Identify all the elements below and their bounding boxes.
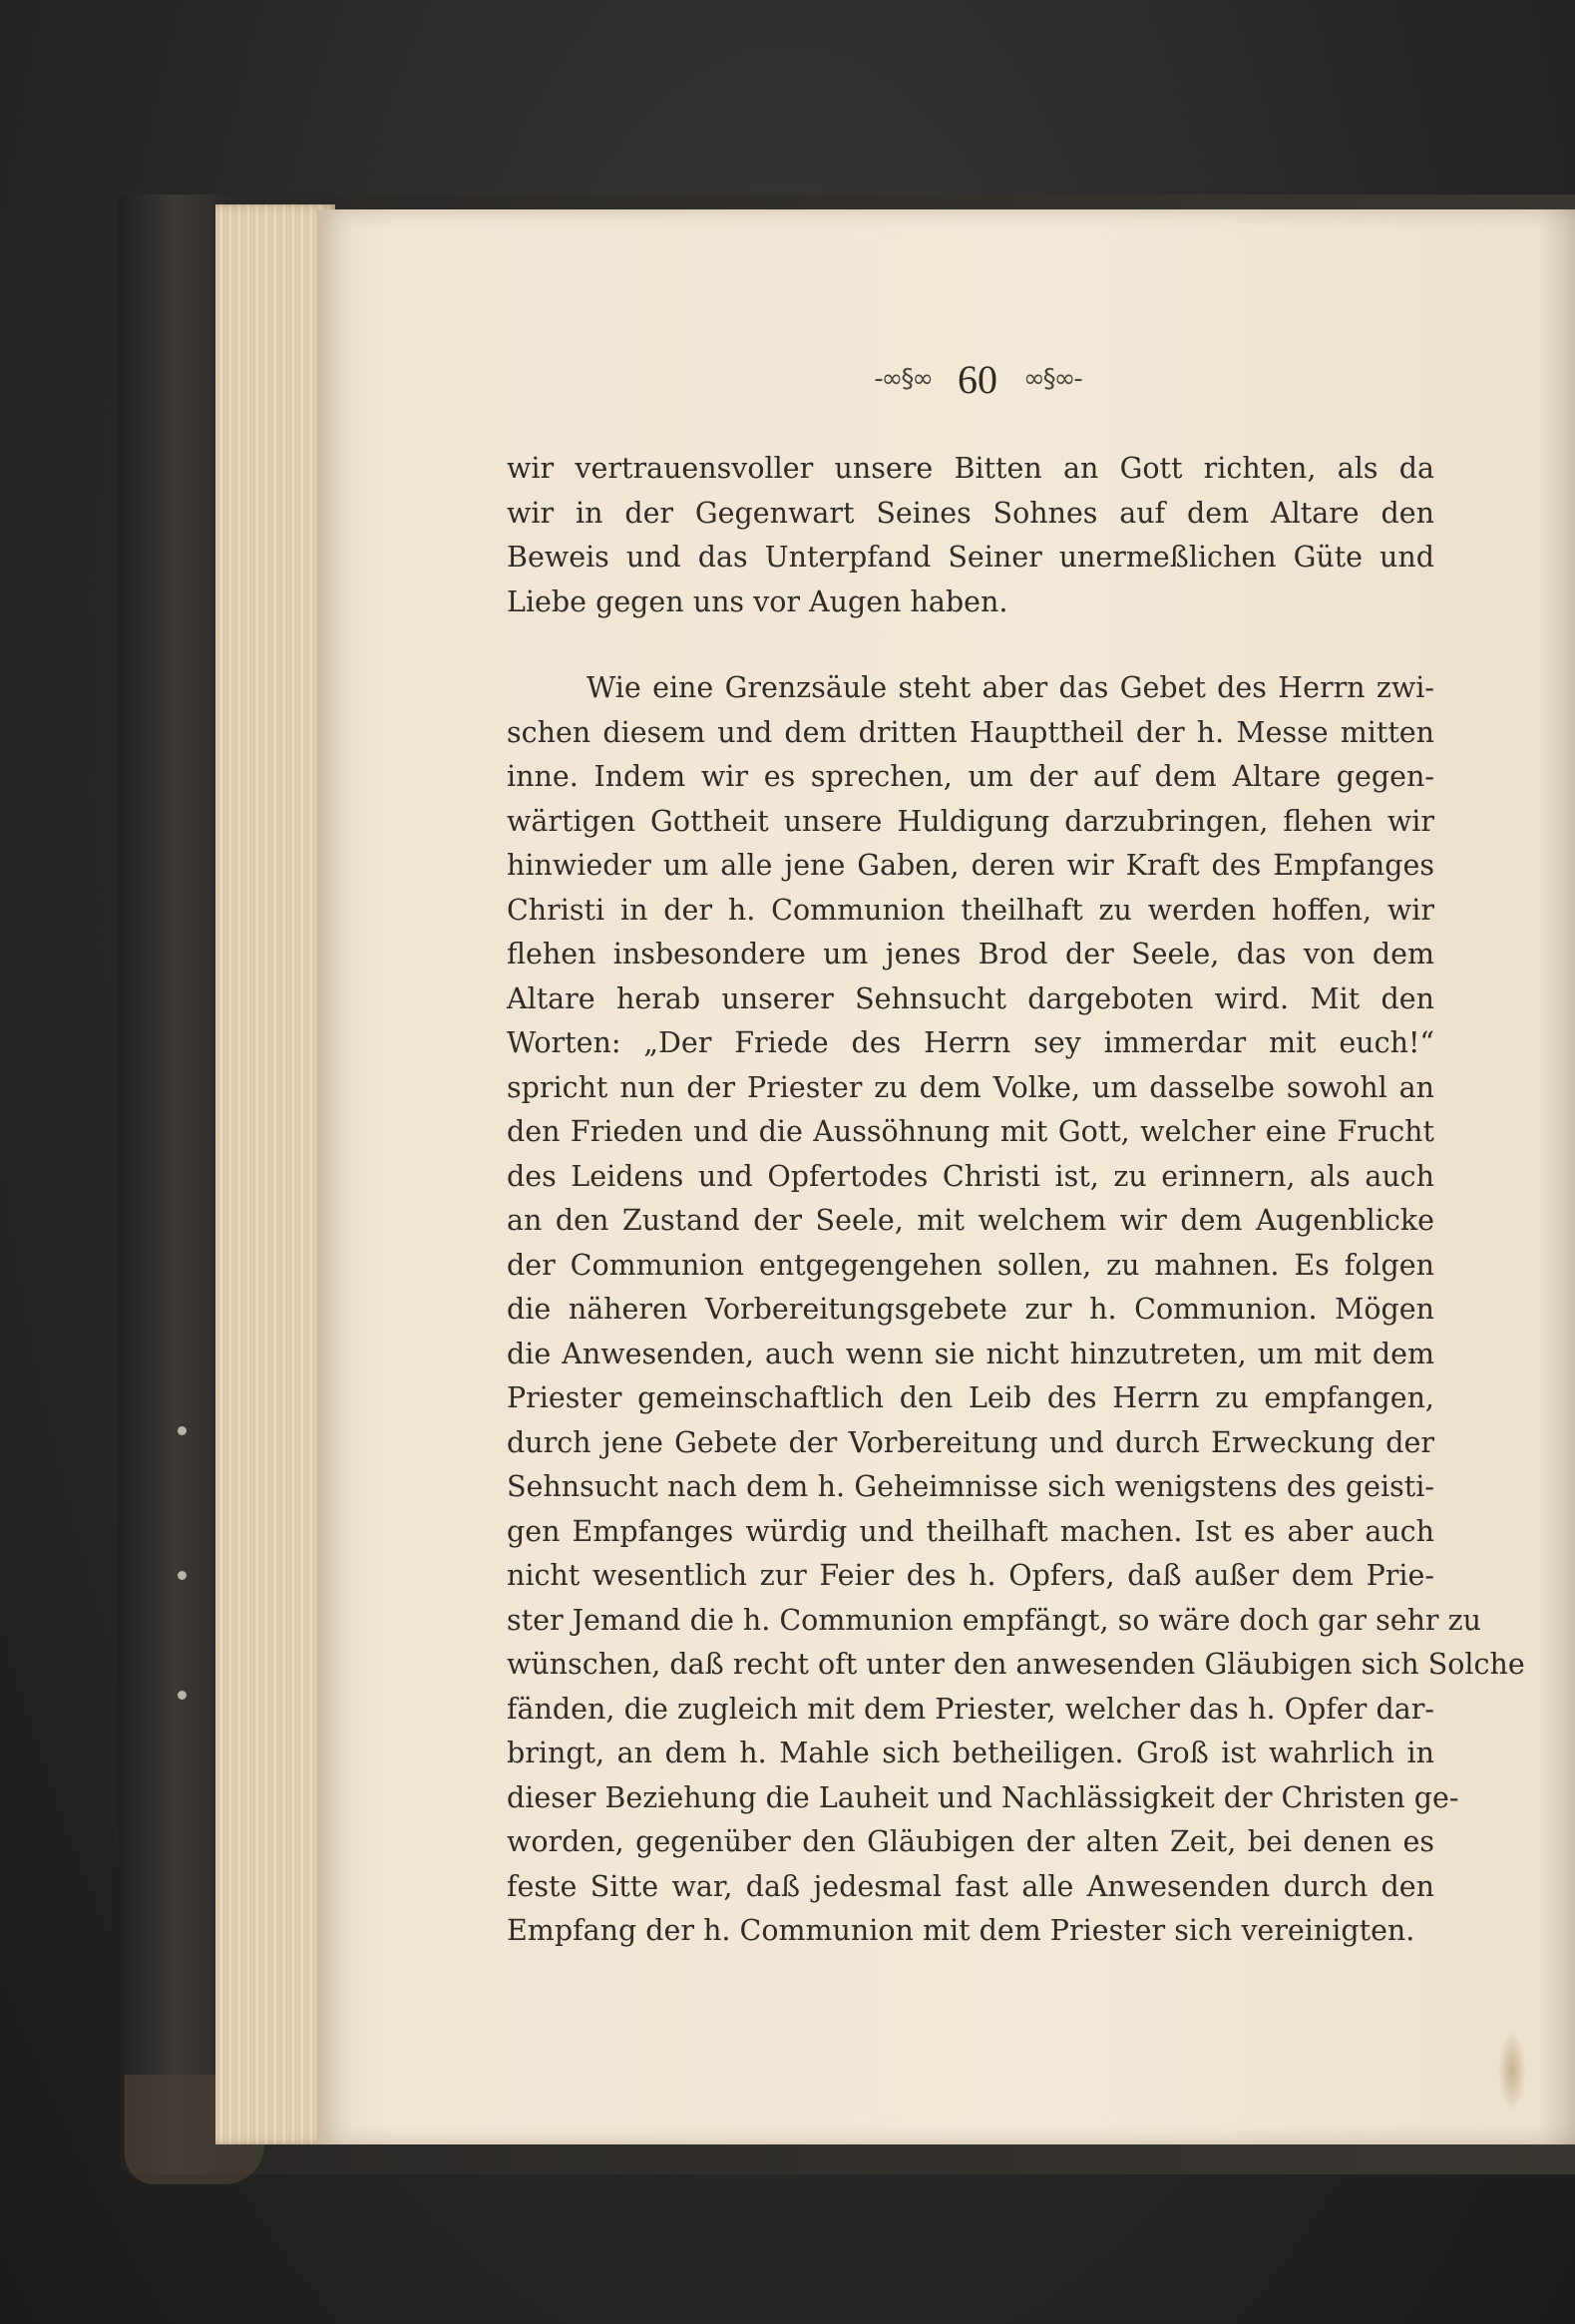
text-line: dieser Beziehung die Lauheit und Nachlässigkeit der Christen ge- <box>507 1780 1459 1814</box>
text-line: nicht wesentlich zur Feier des h. Opfers, daß außer dem Prie- <box>507 1559 1434 1592</box>
text-line: Empfang der h. Communion mit dem Priester sich vereinigten. <box>507 1914 1415 1947</box>
text-line: des Leidens und Opfertodes Christi ist, zu erinnern, als auch <box>507 1159 1434 1193</box>
paper-stain <box>1498 2031 1526 2111</box>
paragraph <box>507 666 1525 1954</box>
text-line: schen diesem und dem dritten Haupttheil der h. Messe mitten <box>507 715 1434 749</box>
text-line: ster Jemand die h. Communion empfängt, so wäre doch gar sehr zu <box>507 1603 1481 1637</box>
page-header <box>828 349 1127 409</box>
text-line: Priester gemeinschaftlich den Leib des Herrn zu empfangen, <box>507 1381 1434 1414</box>
text-line: die näheren Vorbereitungsgebete zur h. Communion. Mögen <box>507 1293 1434 1326</box>
text-line: den Frieden und die Aussöhnung mit Gott, welcher eine Frucht <box>507 1115 1434 1148</box>
text-line: Beweis und das Unterpfand Seiner unermeßlichen Güte und <box>507 541 1434 574</box>
text-line: wir in der Gegenwart Seines Sohnes auf dem Altare den <box>507 496 1434 530</box>
text-line: feste Sitte war, daß jedesmal fast alle Anwesenden durch den <box>507 1869 1434 1903</box>
text-line: inne. Indem wir es sprechen, um der auf dem Altare gegen- <box>507 760 1434 793</box>
cover-dot <box>178 1571 187 1580</box>
text-line: an den Zustand der Seele, mit welchem wir dem Augenblicke <box>507 1204 1434 1237</box>
header-ornament-right: ∞§∞- <box>1023 364 1081 394</box>
cover-dot <box>178 1691 187 1700</box>
paragraph-gap <box>507 624 1434 666</box>
text-line: bringt, an dem h. Mahle sich betheiligen. Groß ist wahrlich in <box>507 1737 1434 1769</box>
text-line: Altare herab unserer Sehnsucht dargeboten wird. Mit den <box>507 981 1434 1015</box>
body-text <box>507 447 1525 1954</box>
text-line: gen Empfanges würdig und theilhaft machen. Ist es aber auch <box>507 1514 1434 1548</box>
cover-dot <box>178 1426 187 1435</box>
text-line: der Communion entgegengehen sollen, zu mahnen. Es folgen <box>507 1248 1434 1282</box>
text-line: die Anwesenden, auch wenn sie nicht hinzutreten, um mit dem <box>507 1337 1434 1370</box>
text-line: Wie eine Grenzsäule steht aber das Gebet des Herrn zwi- <box>587 671 1434 704</box>
text-line: hinwieder um alle jene Gaben, deren wir Kraft des Empfanges <box>507 849 1434 882</box>
text-line: spricht nun der Priester zu dem Volke, um dasselbe sowohl an <box>507 1070 1434 1104</box>
text-line: worden, gegenüber den Gläubigen der alten Zeit, bei denen es <box>507 1825 1434 1858</box>
text-line: flehen insbesondere um jenes Brod der Seele, das von dem <box>507 938 1434 970</box>
text-line: Christi in der h. Communion theilhaft zu werden hoffen, wir <box>507 893 1434 927</box>
paragraph <box>507 447 1434 624</box>
page-number: 60 <box>958 356 997 402</box>
text-line: Worten: „Der Friede des Herrn sey immerdar mit euch!“ <box>507 1026 1434 1059</box>
header-ornament-left: -∞§∞ <box>874 364 932 394</box>
page-gutter-shadow <box>1541 209 1575 2144</box>
text-line: wärtigen Gottheit unsere Huldigung darzubringen, flehen wir <box>507 804 1434 838</box>
text-line: wünschen, daß recht oft unter den anwesenden Gläubigen sich Solche <box>507 1648 1525 1681</box>
text-line: Liebe gegen uns vor Augen haben. <box>507 584 1008 618</box>
text-line: fänden, die zugleich mit dem Priester, welcher das h. Opfer dar- <box>507 1692 1434 1726</box>
text-line: durch jene Gebete der Vorbereitung und durch Erweckung der <box>507 1425 1434 1459</box>
text-line: Sehnsucht nach dem h. Geheimnisse sich wenigstens des geisti- <box>507 1470 1434 1503</box>
text-line: wir vertrauensvoller unsere Bitten an Gott richten, als da <box>507 452 1434 485</box>
